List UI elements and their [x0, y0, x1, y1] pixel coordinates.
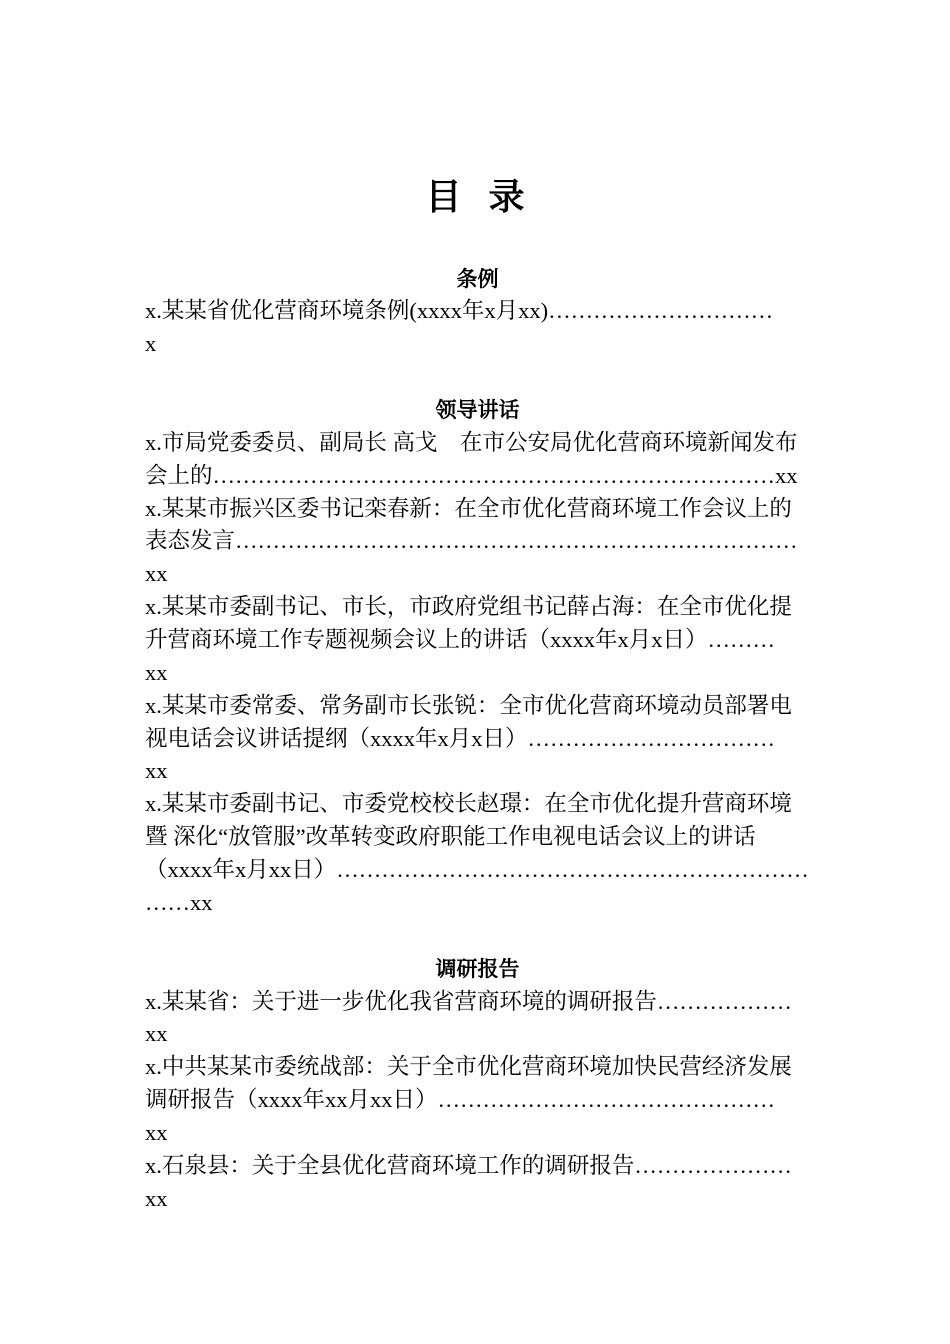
- toc-line: 暨 深化“放管服”改革转变政府职能工作电视电话会议上的讲话: [145, 824, 756, 850]
- toc-page-number: xx: [145, 1185, 168, 1211]
- toc-entry: [145, 1150, 810, 1216]
- toc-entry: [145, 493, 810, 592]
- toc-entry: [145, 295, 810, 361]
- toc-line: 表态发言…………………………………………………………………: [145, 528, 798, 554]
- toc-page-number: ……xx: [145, 889, 213, 915]
- toc-section-leader-speeches: [145, 394, 810, 920]
- toc-section-regulations: [145, 263, 810, 362]
- toc-line: 升营商环境工作专题视频会议上的讲话（xxxx年x月x日）………: [145, 627, 776, 653]
- toc-line: x.某某市委常委、常务副市长张锐：全市优化营商环境动员部署电: [145, 692, 792, 718]
- toc-page-number: xx: [145, 659, 168, 685]
- section-heading: 条例: [456, 266, 499, 291]
- toc-page-number: xx: [145, 1021, 168, 1047]
- toc-entry: [145, 788, 810, 919]
- section-heading: 调研报告: [435, 956, 520, 981]
- toc-entry: [145, 427, 810, 493]
- toc-section-research-reports: [145, 953, 810, 1216]
- toc-page-number: x: [145, 331, 157, 357]
- toc-entry: [145, 1051, 810, 1150]
- toc-line: x.某某省：关于进一步优化我省营商环境的调研报告………………: [145, 988, 792, 1014]
- toc-line: x.某某市委副书记、市委党校校长赵璟：在全市优化提升营商环境: [145, 791, 792, 817]
- section-heading: 领导讲话: [435, 398, 520, 423]
- toc-title: 目 录: [425, 177, 525, 217]
- toc-line: x.石泉县：关于全县优化营商环境工作的调研报告…………………: [145, 1152, 792, 1178]
- toc-line: x.中共某某市委统战部：关于全市优化营商环境加快民营经济发展: [145, 1054, 792, 1080]
- toc-line: x.市局党委委员、副局长 高戈 在市公安局优化营商环境新闻发布: [145, 429, 798, 455]
- toc-line: 调研报告（xxxx年xx月xx日）………………………………………: [145, 1087, 776, 1113]
- toc-entry: [145, 690, 810, 789]
- toc-line: x.某某省优化营商环境条例(xxxx年x月xx)…………………………: [145, 298, 774, 324]
- toc-entry: [145, 986, 810, 1052]
- toc-line: 视电话会议讲话提纲（xxxx年x月x日）……………………………: [145, 725, 776, 751]
- toc-entry: [145, 591, 810, 690]
- toc-line: 会上的…………………………………………………………………xx: [145, 462, 798, 488]
- table-of-contents: [145, 263, 810, 1216]
- toc-line: x.某某市委副书记、市长，市政府党组书记薛占海：在全市优化提: [145, 594, 792, 620]
- toc-line: （xxxx年x月xx日）………………………………………………………: [145, 857, 809, 883]
- toc-page-number: xx: [145, 1119, 168, 1145]
- toc-line: x.某某市振兴区委书记栾春新：在全市优化营商环境工作会议上的: [145, 495, 792, 521]
- toc-page-number: xx: [145, 758, 168, 784]
- toc-page-number: xx: [145, 561, 168, 587]
